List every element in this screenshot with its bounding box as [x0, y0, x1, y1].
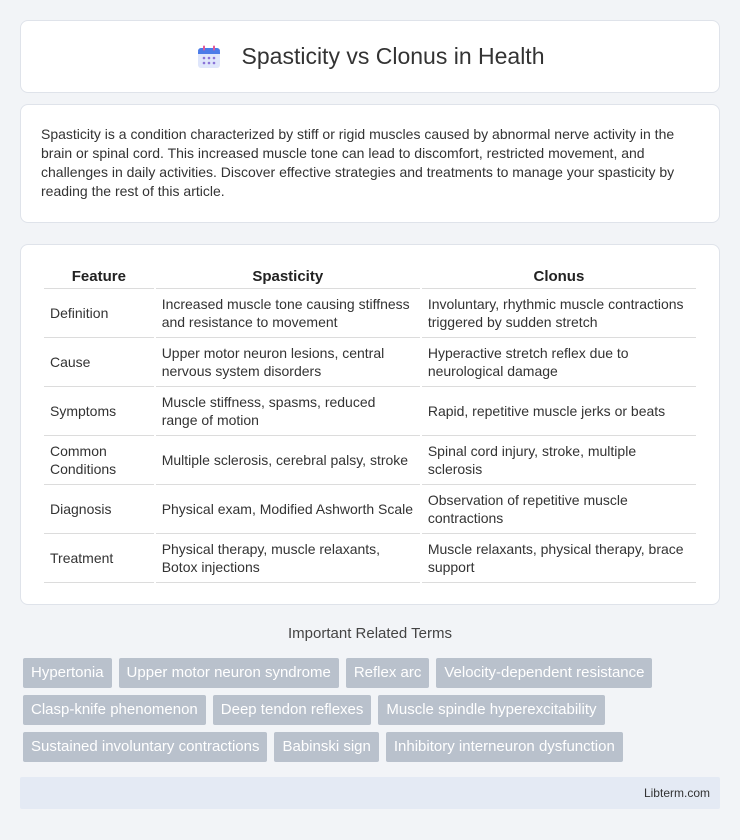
table-row	[44, 534, 696, 583]
footer	[20, 777, 720, 809]
row-spasticity: Physical exam, Modified Ashworth Scale	[156, 485, 420, 534]
term-tag[interactable]: Clasp-knife phenomenon	[23, 695, 206, 725]
term-tag[interactable]: Inhibitory interneuron dysfunction	[386, 732, 623, 762]
header-clonus: Clonus	[422, 265, 696, 289]
header-card	[20, 20, 720, 93]
row-clonus: Spinal cord injury, stroke, multiple sclerosis	[422, 436, 696, 485]
intro-text: Spasticity is a condition characterized by stiff or rigid muscles caused by abnormal nerve activity in the brain or spinal cord. This increased muscle tone can lead to discomfort, restricted movement, and challenges in daily activities. Discover effective strategies and treatments to manage your spasticity by reading the rest of this article.	[41, 126, 675, 199]
table-row	[44, 436, 696, 485]
row-clonus: Rapid, repetitive muscle jerks or beats	[422, 387, 696, 436]
table-row	[44, 289, 696, 338]
term-tag[interactable]: Reflex arc	[346, 658, 430, 688]
row-spasticity: Physical therapy, muscle relaxants, Botox injections	[156, 534, 420, 583]
row-clonus: Observation of repetitive muscle contractions	[422, 485, 696, 534]
comparison-table	[42, 265, 698, 583]
row-feature: Definition	[44, 289, 154, 338]
table-row	[44, 485, 696, 534]
table-row	[44, 338, 696, 387]
header-spasticity: Spasticity	[156, 265, 420, 289]
row-feature: Treatment	[44, 534, 154, 583]
term-tag[interactable]: Velocity-dependent resistance	[436, 658, 652, 688]
row-feature: Diagnosis	[44, 485, 154, 534]
term-tag[interactable]: Babinski sign	[274, 732, 378, 762]
title-wrap	[196, 43, 545, 70]
related-terms-list	[23, 658, 723, 762]
header-feature: Feature	[44, 265, 154, 289]
row-spasticity: Muscle stiffness, spasms, reduced range of motion	[156, 387, 420, 436]
intro-card	[20, 104, 720, 223]
table-row	[44, 387, 696, 436]
row-feature: Common Conditions	[44, 436, 154, 485]
term-tag[interactable]: Hypertonia	[23, 658, 112, 688]
comparison-table-card	[20, 244, 720, 605]
row-spasticity: Multiple sclerosis, cerebral palsy, stroke	[156, 436, 420, 485]
table-header-row	[44, 265, 696, 289]
row-clonus: Hyperactive stretch reflex due to neurological damage	[422, 338, 696, 387]
row-feature: Symptoms	[44, 387, 154, 436]
calendar-icon	[196, 44, 222, 70]
row-spasticity: Increased muscle tone causing stiffness and resistance to movement	[156, 289, 420, 338]
term-tag[interactable]: Sustained involuntary contractions	[23, 732, 267, 762]
term-tag[interactable]: Upper motor neuron syndrome	[119, 658, 339, 688]
related-terms-title: Important Related Terms	[288, 625, 452, 642]
term-tag[interactable]: Deep tendon reflexes	[213, 695, 372, 725]
footer-link[interactable]: Libterm.com	[643, 786, 710, 800]
row-clonus: Involuntary, rhythmic muscle contractions triggered by sudden stretch	[422, 289, 696, 338]
term-tag[interactable]: Muscle spindle hyperexcitability	[378, 695, 604, 725]
row-feature: Cause	[44, 338, 154, 387]
row-spasticity: Upper motor neuron lesions, central nervous system disorders	[156, 338, 420, 387]
row-clonus: Muscle relaxants, physical therapy, brace support	[422, 534, 696, 583]
page-title: Spasticity vs Clonus in Health	[241, 43, 545, 69]
